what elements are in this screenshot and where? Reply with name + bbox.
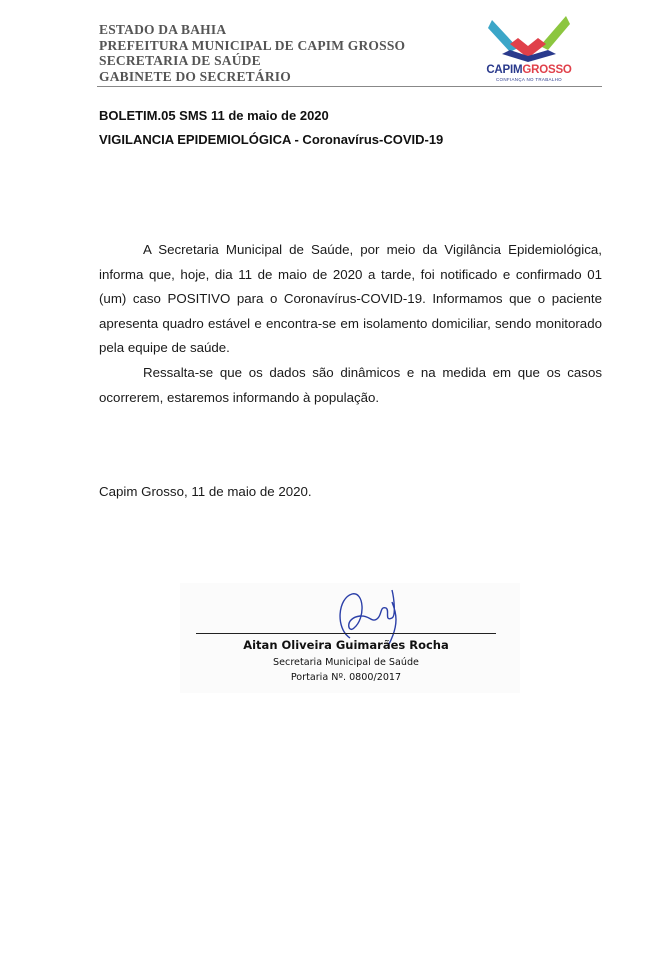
body-paragraph-2: Ressalta-se que os dados são dinâmicos e na medida em que os casos ocorrerem, estaremos informando à população. xyxy=(99,364,602,405)
bulletin-body xyxy=(99,238,602,410)
place-and-date: Capim Grosso, 11 de maio de 2020. xyxy=(99,484,312,499)
bulletin-subject: VIGILANCIA EPIDEMIOLÓGICA - Coronavírus-COVID-19 xyxy=(99,132,444,147)
logo-word-capim: CAPIM xyxy=(486,64,523,76)
letterhead-secretariat: SECRETARIA DE SAÚDE xyxy=(99,53,261,69)
logo-tagline: CONFIANÇA NO TRABALHO xyxy=(496,77,562,82)
handshake-logo-icon xyxy=(488,14,570,64)
signatory-portaria: Portaria Nº. 0800/2017 xyxy=(290,672,402,683)
body-paragraph-1: A Secretaria Municipal de Saúde, por meio da Vigilância Epidemiológica, informa que, hoje, dia 11 de maio de 2020 a tarde, foi notificado e confirmado 01 (um) caso POSITIVO para o Coronavírus-COVID-19. Informamos que o paciente apresenta quadro estável e encontra-se em isolamento domiciliar, sendo monitorado pela equipe de saúde. xyxy=(99,242,602,356)
letterhead-cabinet: GABINETE DO SECRETÁRIO xyxy=(99,68,291,84)
letterhead xyxy=(99,22,405,84)
logo-word-grosso: GROSSO xyxy=(522,64,572,76)
letterhead-state: ESTADO DA BAHIA xyxy=(99,22,227,37)
letterhead-prefecture: PREFEITURA MUNICIPAL DE CAPIM GROSSO xyxy=(99,37,406,53)
signatory-name: Aitan Oliveira Guimarães Rocha xyxy=(243,638,449,652)
logo-wordmark xyxy=(474,64,584,76)
bulletin-number: BOLETIM.05 SMS 11 de maio de 2020 xyxy=(99,108,329,123)
municipality-logo xyxy=(474,14,584,86)
header-divider xyxy=(97,86,602,87)
signature-line xyxy=(196,633,496,634)
signatory-role: Secretaria Municipal de Saúde xyxy=(273,657,419,668)
bulletin-heading xyxy=(99,104,443,152)
